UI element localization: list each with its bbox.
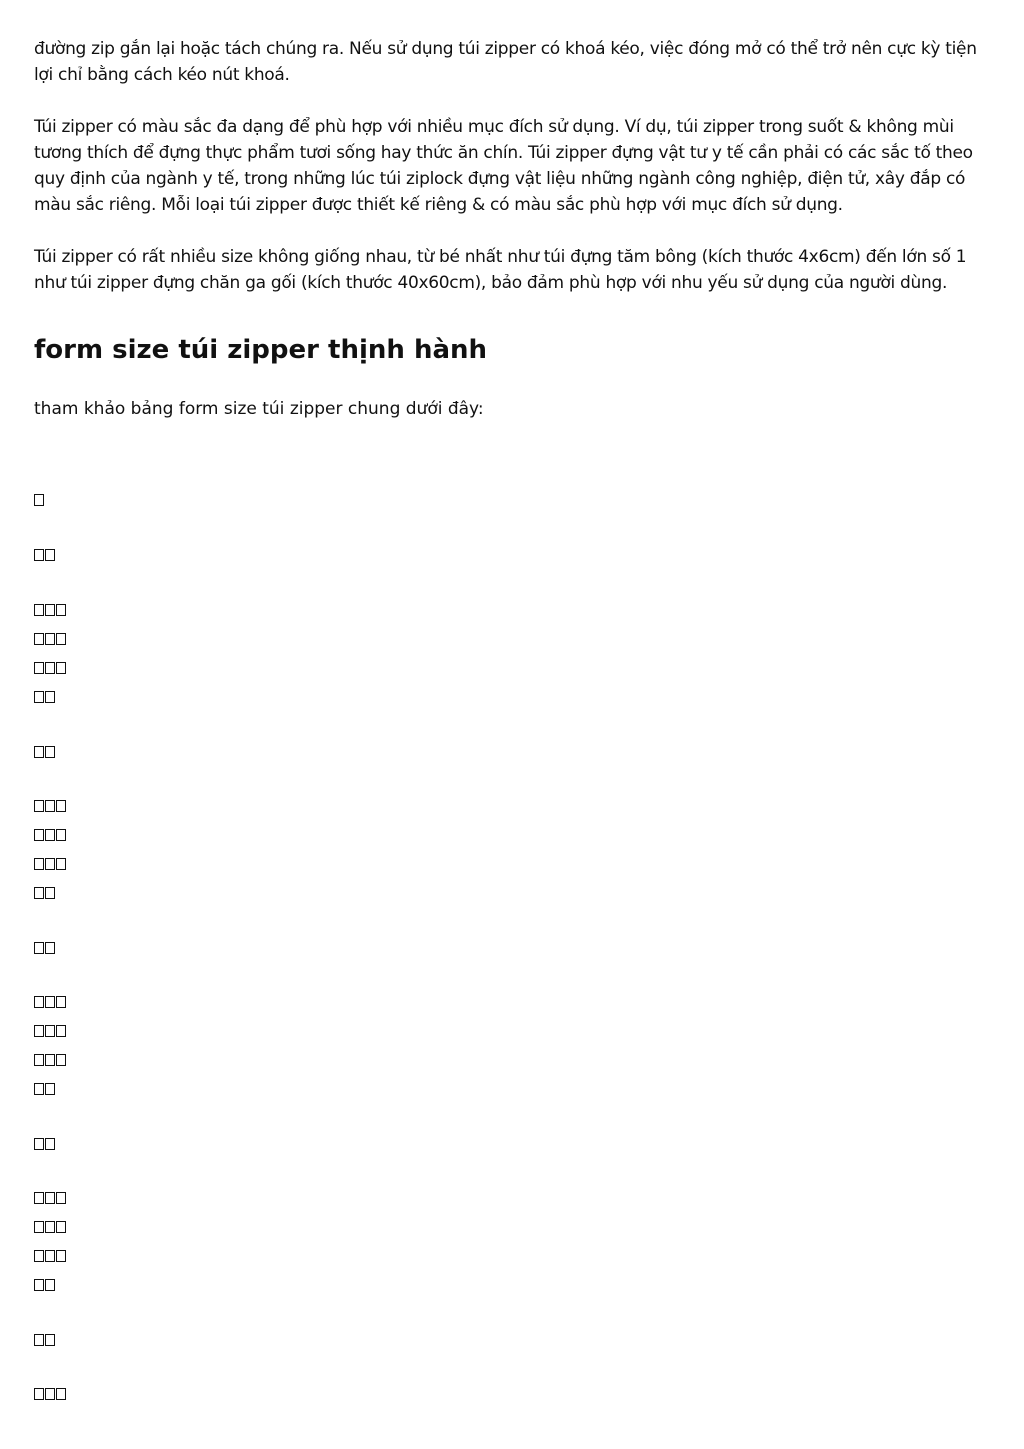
missing-glyph-row [34,942,55,956]
missing-glyph-box [45,1221,55,1233]
missing-glyph-row [34,1279,55,1293]
missing-glyph-row [34,549,55,563]
missing-glyph-row [34,829,66,843]
missing-glyph-box [56,1025,66,1037]
missing-glyph-box [34,942,44,954]
missing-glyph-box [34,549,44,561]
missing-glyph-row [34,1388,66,1402]
missing-glyph-box [56,1250,66,1262]
missing-glyph-box [56,1388,66,1400]
missing-glyph-box [34,1192,44,1204]
missing-glyph-row [34,996,66,1010]
missing-glyph-box [45,996,55,1008]
missing-glyph-box [45,746,55,758]
missing-glyph-box [34,1334,44,1346]
missing-glyph-box [34,858,44,870]
missing-glyph-box [34,1388,44,1400]
missing-glyph-box [34,746,44,758]
missing-glyph-row [34,1083,55,1097]
missing-glyph-box [56,800,66,812]
missing-glyph-box [45,662,55,674]
missing-glyph-box [34,829,44,841]
missing-glyph-box [34,887,44,899]
missing-glyph-box [56,1192,66,1204]
missing-glyph-box [34,800,44,812]
missing-glyph-box [56,633,66,645]
missing-glyph-box [45,858,55,870]
missing-glyph-box [45,549,55,561]
missing-glyph-box [34,1138,44,1150]
missing-glyph-row [34,604,66,618]
missing-glyph-row [34,1138,55,1152]
missing-glyph-box [34,1221,44,1233]
missing-glyph-box [34,1250,44,1262]
missing-glyph-box [56,858,66,870]
paragraph-1: đường zip gắn lại hoặc tách chúng ra. Nếu sử dụng túi zipper có khoá kéo, việc đóng mở có thể trở nên cực kỳ tiện lợi chỉ bằng cách kéo nút khoá. [34,39,977,85]
missing-glyph-row [34,691,55,705]
missing-glyph-box [34,996,44,1008]
missing-glyph-box [34,604,44,616]
missing-glyph-box [56,662,66,674]
missing-glyph-box [45,887,55,899]
missing-glyph-box [45,1192,55,1204]
missing-glyph-box [34,1083,44,1095]
missing-glyph-box [45,1025,55,1037]
missing-glyph-box [45,1334,55,1346]
missing-glyph-row [34,1025,66,1039]
missing-glyph-box [45,942,55,954]
paragraph-2: Túi zipper có màu sắc đa dạng để phù hợp với nhiều mục đích sử dụng. Ví dụ, túi zipper trong suốt & không mùi tương thích để đựng thực phẩm tươi sống hay thức ăn chín. Túi zipper đựng vật tư y tế cần phải có các sắc tố theo quy định của ngành y tế, trong những lúc túi ziplock đựng vật liệu những ngành công nghiệp, điện tử, xây đắp có màu sắc riêng. Mỗi loại túi zipper được thiết kế riêng & có màu sắc phù hợp với mục đích sử dụng. [34,117,973,215]
missing-glyph-row [34,1221,66,1235]
missing-glyph-box [56,829,66,841]
missing-glyph-box [56,1221,66,1233]
missing-glyph-row [34,1054,66,1068]
missing-glyph-box [45,604,55,616]
missing-glyph-box [34,633,44,645]
section-heading: form size túi zipper thịnh hành [34,335,488,365]
missing-glyph-box [34,1054,44,1066]
missing-glyph-box [45,1054,55,1066]
missing-glyph-box [34,691,44,703]
missing-glyph-box [34,494,44,506]
missing-glyph-box [34,1279,44,1291]
missing-glyph-row [34,1250,66,1264]
document-body [34,36,994,419]
missing-glyph-row [34,1334,55,1348]
missing-glyph-box [45,1083,55,1095]
missing-glyph-row [34,800,66,814]
missing-glyph-row [34,746,55,760]
paragraph-3: Túi zipper có rất nhiều size không giống nhau, từ bé nhất như túi đựng tăm bông (kích thước 4x6cm) đến lớn số 1 như túi zipper đựng chăn ga gối (kích thước 40x60cm), bảo đảm phù hợp với nhu yếu sử dụng của người dùng. [34,247,967,293]
missing-glyph-box [45,1388,55,1400]
missing-glyph-box [45,691,55,703]
missing-glyph-box [56,1054,66,1066]
missing-glyph-box [45,829,55,841]
missing-glyph-box [34,662,44,674]
missing-glyph-box [45,800,55,812]
missing-glyph-box [45,1138,55,1150]
missing-glyph-row [34,662,66,676]
missing-glyph-row [34,633,66,647]
missing-glyph-box [45,1250,55,1262]
missing-glyph-box [45,1279,55,1291]
missing-glyph-row [34,494,44,508]
missing-glyph-box [56,604,66,616]
missing-glyph-box [56,996,66,1008]
missing-glyph-box [45,633,55,645]
missing-glyph-row [34,858,66,872]
intro-text: tham khảo bảng form size túi zipper chung dưới đây: [34,399,484,419]
missing-glyph-box [34,1025,44,1037]
missing-glyph-row [34,1192,66,1206]
missing-glyph-row [34,887,55,901]
